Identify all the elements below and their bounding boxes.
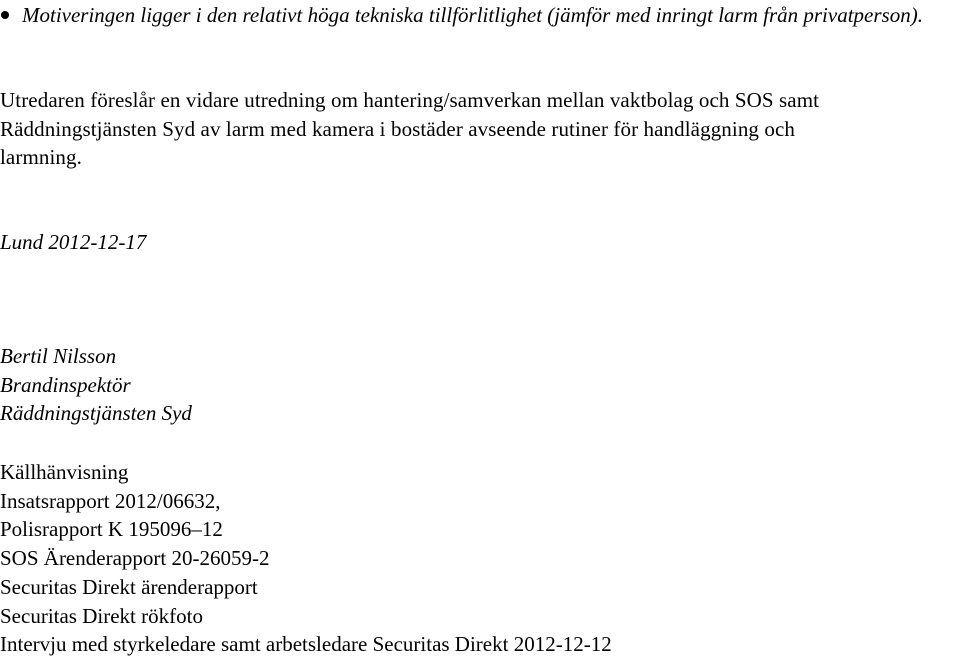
paragraph-line: larmning. — [0, 145, 82, 169]
sources-section — [0, 458, 612, 659]
source-item: Insatsrapport 2012/06632, — [0, 488, 221, 513]
sources-heading: Källhänvisning — [0, 460, 129, 484]
place-date: Lund 2012-12-17 — [0, 230, 147, 254]
source-item: Securitas Direkt ärenderapport — [0, 574, 258, 599]
signature-name: Bertil Nilsson — [0, 344, 117, 368]
bullet-text: Motiveringen ligger i den relativt höga tekniska tillförlitlighet (jämför med inringt larm från privatperson). — [22, 3, 923, 27]
bullet-icon — [1, 11, 9, 19]
signature-block — [0, 342, 192, 428]
source-item: Polisrapport K 195096–12 — [0, 517, 223, 542]
source-item: Securitas Direkt rökfoto — [0, 603, 203, 628]
recommendation-paragraph — [0, 86, 960, 172]
source-item: Intervju med styrkeledare samt arbetsledare Securitas Direkt 2012-12-12 — [0, 632, 612, 657]
signature-title: Brandinspektör — [0, 372, 131, 397]
bullet-item — [0, 2, 960, 28]
signature-organization: Räddningstjänsten Syd — [0, 401, 192, 425]
paragraph-line: Räddningstjänsten Syd av larm med kamera i bostäder avseende rutiner för handläggning och — [0, 116, 796, 141]
source-item: SOS Ärenderapport 20-26059-2 — [0, 546, 270, 571]
paragraph-line: Utredaren föreslår en vidare utredning om hantering/samverkan mellan vaktbolag och SOS samt — [0, 88, 820, 112]
